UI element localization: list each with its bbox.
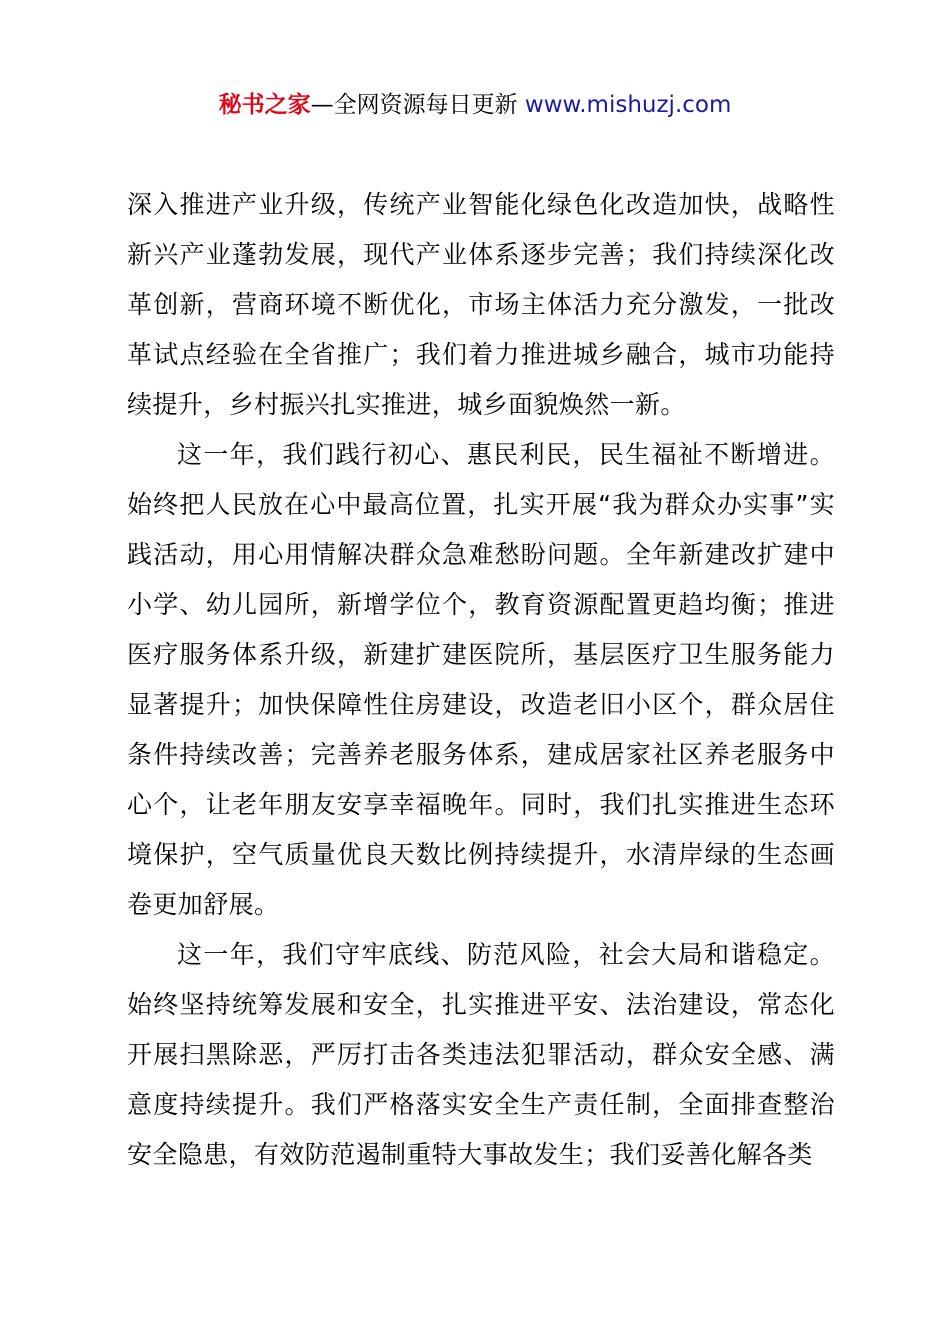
site-header — [0, 90, 950, 120]
site-brand: 秘书之家 — [218, 92, 311, 118]
site-tagline: —全网资源每日更新 — [310, 92, 525, 118]
paragraph-security: 这一年，我们守牢底线、防范风险，社会大局和谐稳定。始终坚持统筹发展和安全，扎实推进平安、法治建设，常态化开展扫黑除恶，严厉打击各类违法犯罪活动，群众安全感、满意度持续提升。我们严格落实安全生产责任制，全面排查整治安全隐患，有效防范遏制重特大事故发生；我们妥善化解各类 — [127, 940, 835, 1169]
paragraph-continued: 深入推进产业升级，传统产业智能化绿色化改造加快，战略性新兴产业蓬勃发展，现代产业体系逐步完善；我们持续深化改革创新，营商环境不断优化，市场主体活力充分激发，一批改革试点经验在全省推广；我们着力推进城乡融合，城市功能持续提升，乡村振兴扎实推进，城乡面貌焕然一新。 — [127, 190, 835, 419]
paragraph-livelihood: 这一年，我们践行初心、惠民利民，民生福祉不断增进。始终把人民放在心中最高位置，扎实开展“我为群众办实事”实践活动，用心用情解决群众急难愁盼问题。全年新建改扩建中小学、幼儿园所，新增学位个，教育资源配置更趋均衡；推进医疗服务体系升级，新建扩建医院所，基层医疗卫生服务能力显著提升；加快保障性住房建设，改造老旧小区个，群众居住条件持续改善；完善养老服务体系，建成居家社区养老服务中心个，让老年朋友安享幸福晚年。同时，我们扎实推进生态环境保护，空气质量优良天数比例持续提升，水清岸绿的生态画卷更加舒展。 — [127, 440, 835, 919]
document-body — [127, 180, 835, 1180]
site-url-link[interactable]: www.mishuzj.com — [524, 92, 732, 118]
